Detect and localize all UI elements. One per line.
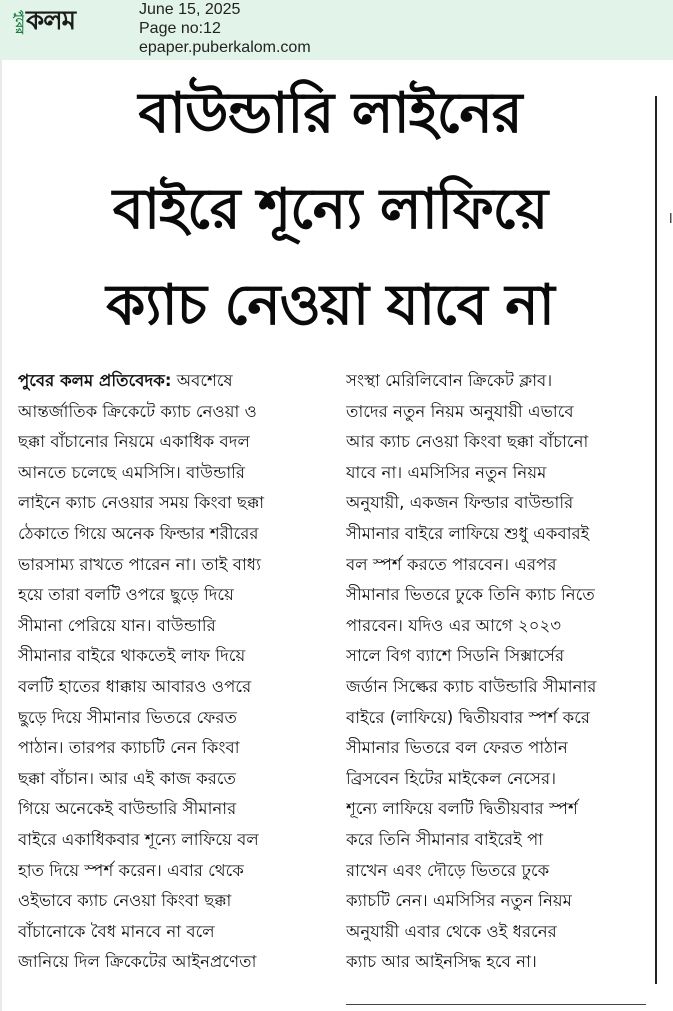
text-line: জানিয়ে দিল ক্রিকেটের আইনপ্রণেতা — [18, 952, 257, 972]
text-line: করে তিনি সীমানার বাইরেই পা — [346, 829, 544, 849]
bottom-rule — [346, 1004, 646, 1005]
text-line-part: অবশেষে — [171, 371, 233, 390]
text-line: সীমানার বাইরে থাকতেই লাফ দিয়ে — [18, 646, 246, 666]
text-line: সীমানা পেরিয়ে যান। বাউন্ডারি — [18, 615, 216, 635]
text-line: ক্যাচটি নেন। এমসিসির নতুন নিয়ম — [346, 891, 572, 911]
text-line: তাদের নতুন নিয়ম অনুযায়ী এভাবে — [346, 401, 574, 421]
logo-mark: পুবের — [13, 9, 26, 35]
byline: পুবের কলম প্রতিবেদক: — [18, 371, 172, 390]
text-line: লাইনে ক্যাচ নেওয়ার সময় কিংবা ছক্কা — [18, 493, 265, 513]
text-line: সীমানার ভিতরে বল ফেরত পাঠান — [346, 738, 568, 758]
text-line: ব্রিসবেন হিটের মাইকেল নেসের। — [346, 768, 557, 788]
text-line: সংস্থা মেরিলিবোন ক্রিকেট ক্লাব। — [346, 371, 553, 390]
text-line: সালে বিগ ব্যাশে সিডনি সিক্সার্সের — [346, 646, 565, 666]
text-line — [18, 366, 316, 397]
neighbor-column-fragment: । — [667, 208, 673, 227]
text-line: গিয়ে অনেকেই বাউন্ডারি সীমানার — [18, 799, 237, 819]
headline-line: বাইরে শূন্যে লাফিয়ে — [112, 177, 548, 242]
text-line: বাঁচানোকে বৈধ মানবে না বলে — [18, 921, 215, 941]
text-line: ক্যাচ আর আইনসিদ্ধ হবে না। — [346, 952, 537, 972]
text-line: বাইরে (লাফিয়ে) দ্বিতীয়বার স্পর্শ করে — [346, 707, 591, 727]
text-line: আর ক্যাচ নেওয়া কিংবা ছক্কা বাঁচানো — [346, 432, 589, 452]
text-line: শূন্যে লাফিয়ে বলটি দ্বিতীয়বার স্পর্শ — [346, 799, 578, 819]
headline-line: ক্যাচ নেওয়া যাবে না — [106, 273, 554, 338]
page-number: Page no:12 — [139, 20, 221, 37]
text-line: পাঠান। তারপর ক্যাচটি নেন কিংবা — [18, 738, 240, 758]
text-line: ছক্কা বাঁচান। আর এই কাজ করতে — [18, 768, 236, 788]
text-line: ভারসাম্য রাখতে পারেন না। তাই বাধ্য — [18, 554, 261, 574]
article-column-1 — [18, 366, 316, 978]
newspaper-logo[interactable] — [14, 6, 75, 38]
text-line: ওইভাবে ক্যাচ নেওয়া কিংবা ছক্কা — [18, 891, 232, 911]
article-headline — [10, 66, 650, 354]
left-page-edge — [0, 60, 2, 1011]
text-line: সীমানার বাইরে লাফিয়ে শুধু একবারই — [346, 523, 590, 543]
text-line: যাবে না। এমসিসির নতুন নিয়ম — [346, 462, 547, 482]
text-line: বলটি হাতের ধাক্কায় আবারও ওপরে — [18, 676, 252, 696]
text-line: আন্তর্জাতিক ক্রিকেটে ক্যাচ নেওয়া ও — [18, 401, 257, 421]
text-line: বল স্পর্শ করতে পারবেন। এরপর — [346, 554, 557, 574]
text-line: ছক্কা বাঁচানোর নিয়মে একাধিক বদল — [18, 432, 250, 452]
column-rule — [655, 96, 657, 984]
text-line: সীমানার ভিতরে ঢুকে তিনি ক্যাচ নিতে — [346, 585, 595, 605]
epaper-header-bar — [0, 0, 673, 60]
logo-name: কলম — [26, 6, 75, 36]
text-line: হয়ে তারা বলটি ওপরে ছুড়ে দিয়ে — [18, 585, 234, 605]
text-line: পারবেন। যদিও এর আগে ২০২৩ — [346, 615, 562, 635]
text-line: ঠেকাতে গিয়ে অনেক ফিল্ডার শরীরের — [18, 523, 259, 543]
text-line: ছুড়ে দিয়ে সীমানার ভিতরে ফেরত — [18, 707, 237, 727]
article-column-2 — [346, 366, 644, 978]
edition-date: June 15, 2025 — [139, 1, 241, 18]
headline-line: বাউন্ডারি লাইনের — [138, 81, 522, 146]
text-line: আনতে চলেছে এমসিসি। বাউন্ডারি — [18, 462, 246, 482]
text-line: অনুযায়ী এবার থেকে ওই ধরনের — [346, 921, 557, 941]
text-line: জর্ডান সিল্কের ক্যাচ বাউন্ডারি সীমানার — [346, 676, 597, 696]
site-url[interactable]: epaper.puberkalom.com — [139, 39, 311, 56]
text-line: বাইরে একাধিকবার শূন্যে লাফিয়ে বল — [18, 829, 259, 849]
text-line: হাত দিয়ে স্পর্শ করেন। এবার থেকে — [18, 860, 244, 880]
edition-meta — [139, 0, 311, 57]
text-line: রাখেন এবং দৌড়ে ভিতরে ঢুকে — [346, 860, 550, 880]
text-line: অনুযায়ী, একজন ফিল্ডার বাউন্ডারি — [346, 493, 574, 513]
